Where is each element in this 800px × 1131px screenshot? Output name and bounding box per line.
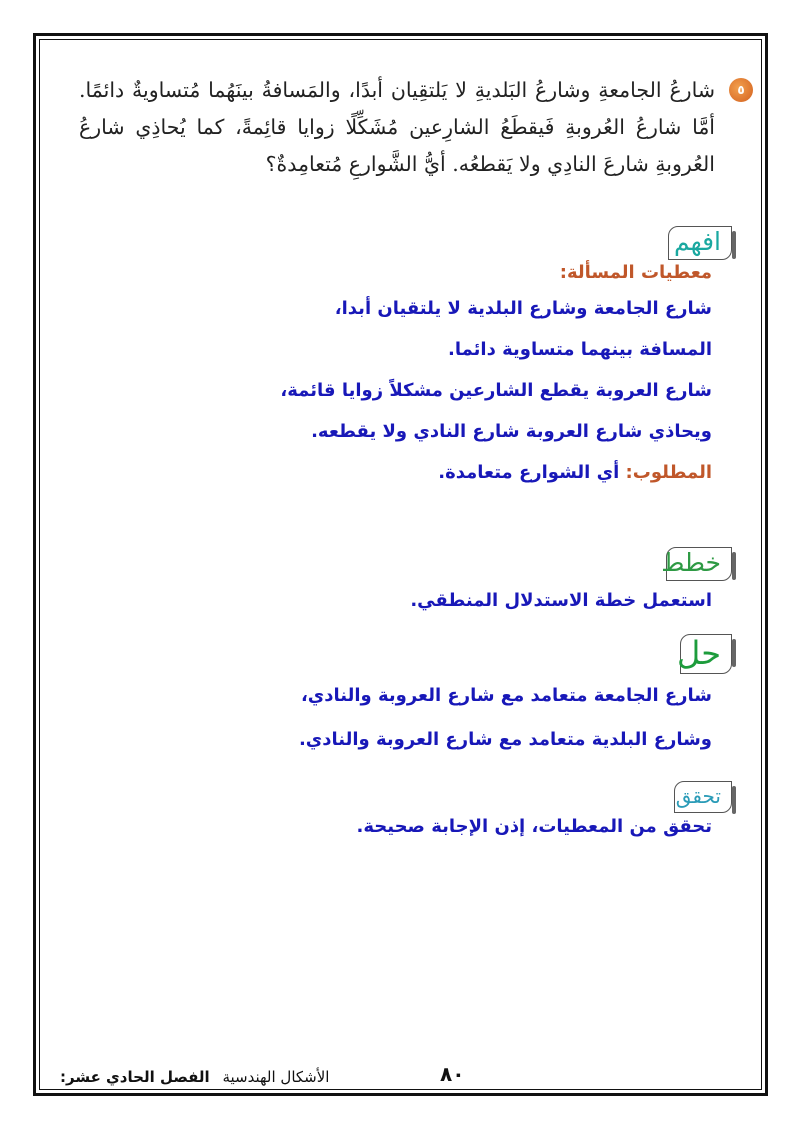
- solve-badge-label: حل: [676, 634, 721, 672]
- understand-badge: [668, 226, 732, 260]
- page-number: ٨٠: [440, 1062, 465, 1086]
- check-text: تحقق من المعطيات، إذن الإجابة صحيحة.: [356, 816, 712, 837]
- page-footer: [60, 1062, 465, 1086]
- badge-bar: [732, 639, 736, 667]
- problem-text: شارعُ الجامعةِ وشارعُ البَلديةِ لا يَلتقِيان أبدًا، والمَسافةُ بينَهُما مُتساويةٌ دائمًا. أمَّا شارعُ العُروبةِ فَيقطَعُ الشارِعين مُشَكِّلًا زوايا قائِمةً، كما يُحاذِي شارعُ العُروبةِ شارعَ النادِي ولا يَقطعُه. أيُّ الشَّوارعِ مُتعامِدةٌ؟: [79, 78, 715, 176]
- required-label: المطلوب:: [625, 462, 712, 483]
- solve-badge: [676, 634, 732, 674]
- required-text: أي الشوارع متعامدة.: [438, 462, 620, 483]
- plan-badge: [661, 547, 732, 581]
- required-line: [438, 462, 712, 483]
- given-label: معطيات المسألة:: [559, 262, 712, 283]
- badge-bar: [732, 231, 736, 259]
- footer-chapter: الفصل الحادي عشر:: [60, 1068, 210, 1086]
- plan-text: استعمل خطة الاستدلال المنطقي.: [410, 590, 712, 611]
- problem-number-badge: ٥: [729, 78, 753, 102]
- given-line-3: شارع العروبة يقطع الشارعين مشكلاً زوايا قائمة،: [280, 380, 712, 401]
- solve-line-1: شارع الجامعة متعامد مع شارع العروبة والنادي،: [300, 685, 712, 706]
- problem-statement: [79, 72, 745, 183]
- given-line-2: المسافة بينهما متساوية دائما.: [448, 339, 712, 360]
- understand-badge-label: افهم: [673, 227, 721, 256]
- badge-bar: [732, 786, 736, 814]
- check-badge: [674, 781, 732, 813]
- given-line-4: ويحاذي شارع العروبة شارع النادي ولا يقطعه.: [311, 421, 712, 442]
- footer-topic: الأشكال الهندسية: [222, 1068, 330, 1086]
- given-line-1: شارع الجامعة وشارع البلدية لا يلتقيان أبدا،: [334, 298, 712, 319]
- solve-line-2: وشارع البلدية متعامد مع شارع العروبة والنادي.: [298, 729, 712, 750]
- check-badge-label: تحقق: [675, 784, 721, 808]
- plan-badge-label: خطط: [661, 548, 721, 577]
- page-frame-inner: [39, 39, 762, 1090]
- badge-bar: [732, 552, 736, 580]
